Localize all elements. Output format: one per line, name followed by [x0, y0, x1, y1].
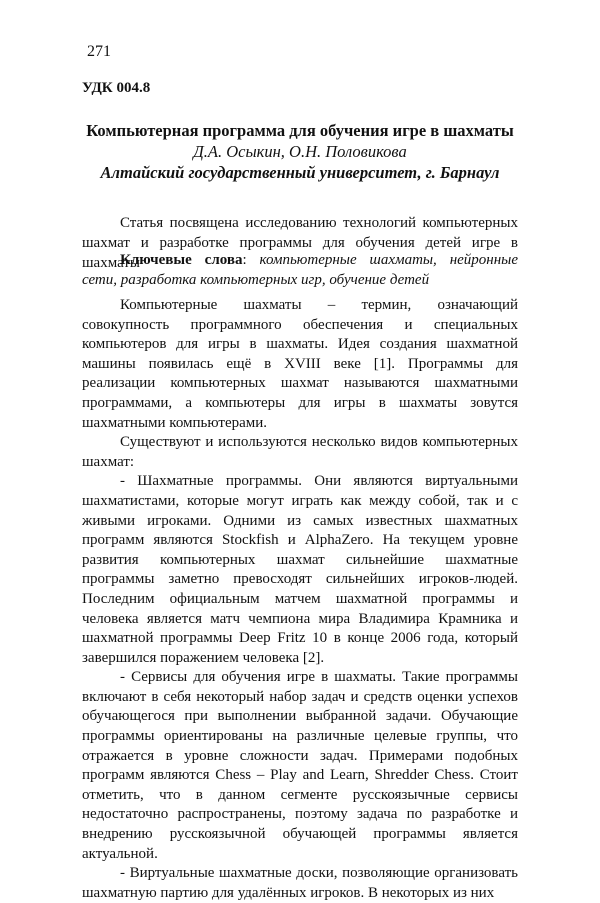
body-text	[82, 296, 518, 903]
keywords	[82, 250, 518, 290]
abstract-text: Статья посвящена исследованию технологий компьютерных шахмат и разработке программы для обучения детей игре в шахматы	[82, 215, 518, 271]
keywords-label: Ключевые слова	[120, 252, 243, 268]
udk-code: УДК 004.8	[82, 80, 151, 96]
article-header	[82, 120, 518, 183]
article-affiliation: Алтайский государственный университет, г. Барнаул	[100, 163, 500, 182]
body-paragraph: Компьютерные шахматы – термин, означающий совокупность программного обеспечения и специальных компьютеров для игры в шахматы. Идея создания шахматной машины появилась ещё в XVIII веке [1]. Программы для реализации компьютерных шахмат называются шахматными программами, а компьютеры для игры в шахматы зовутся шахматными компьютерами.	[82, 297, 518, 431]
body-paragraph: Существуют и используются несколько видов компьютерных шахмат:	[82, 434, 518, 470]
body-paragraph: - Виртуальные шахматные доски, позволяющие организовать шахматную партию для удалённых игроков. В некоторых из них	[82, 865, 518, 901]
article-authors: Д.А. Осыкин, О.Н. Половикова	[193, 142, 407, 161]
keywords-separator: :	[242, 252, 260, 268]
article-title: Компьютерная программа для обучения игре в шахматы	[86, 121, 514, 140]
page-number: 271	[87, 43, 111, 60]
body-paragraph: - Шахматные программы. Они являются виртуальными шахматистами, которые могут играть как между собой, так и с живыми игроками. Одними из самых известных шахматных программ являются Stockfish и AlphaZero. На текущем уровне развития компьютерных шахмат сильнейшие шахматные программы заметно превосходят сильнейших игроков-людей. Последним официальным матчем шахматной программы и человека является матч чемпиона мира Владимира Крамника и шахматной программы Deep Fritz 10 в конце 2006 года, который завершился поражением человека [2].	[82, 473, 518, 666]
body-paragraph: - Сервисы для обучения игре в шахматы. Такие программы включают в себя некоторый набор задач и средств оценки успехов обучающегося при выполнении выбранной задачи. Обучающие программы ориентированы на различные целевые группы, что отражается в уровне сложности задач. Примерами подобных программ являются Chess – Play and Learn, Shredder Chess. Стоит отметить, что в данном сегменте русскоязычные сервисы недостаточно распространены, поэтому задача по разработке и внедрению русскоязычной обучающей программы является актуальной.	[82, 669, 518, 862]
keywords-text: компьютерные шахматы, нейронные сети, разработка компьютерных игр, обучение детей	[82, 252, 518, 288]
